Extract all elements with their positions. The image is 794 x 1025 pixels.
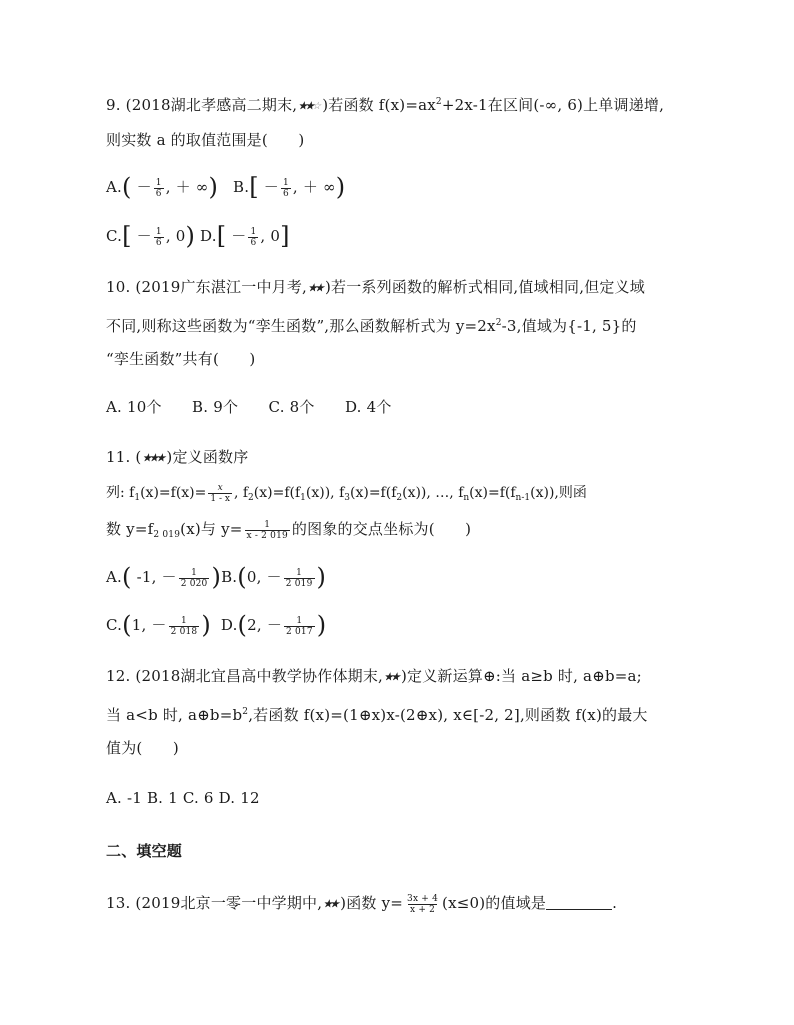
q11-line1: 11. (★★★ )定义函数序: [106, 446, 248, 470]
q9-line2: 则实数 a 的取值范围是( ): [106, 131, 305, 149]
difficulty-stars-icon: ★★: [308, 283, 322, 294]
q11-option-a: A.: [106, 568, 123, 586]
fraction: $\frac{1}{2 019}$: [285, 567, 313, 589]
fraction: $\frac{3x + 4}{x + 2}$: [407, 893, 439, 915]
difficulty-stars-icon: ★★☆: [298, 101, 320, 112]
q12-line3: 值为( ): [106, 739, 179, 757]
q9-option-d: D.: [200, 227, 217, 245]
q13-source: 13. (2019北京一零一中学期中,: [106, 894, 323, 912]
q11-line2: 列: $f_1(x)=f(x)=$ $\frac{x}{1 - x}$ , $f_2(x)=f(f_1(x))$, $f_3(x)=f(f_2(x))$, …, $f_n(x)=f(f_{n-1}(x))$,则函: [106, 482, 587, 504]
q11-option-b: B.: [221, 568, 238, 586]
q10-line1: 10. (2019广东湛江一中月考,★★ )若一系列函数的解析式相同,值域相同,但定义域: [106, 276, 645, 300]
q11-option-d: D.: [220, 616, 238, 634]
difficulty-stars-icon: ★★: [384, 672, 398, 683]
fraction: $\frac{1}{6}$: [250, 226, 257, 248]
q12-source: 12. (2018湖北宜昌高中教学协作体期末,: [106, 667, 384, 685]
q9-option-c: C.: [106, 227, 123, 245]
q13-line1: 13. (2019北京一零一中学期中,★★ )函数 y= $\frac{3x + 4}{x + 2}$ (x≤0)的值域是 .: [106, 893, 618, 915]
fraction: $\frac{1}{2 020}$: [180, 567, 208, 589]
q9-option-a: A.: [106, 178, 123, 196]
fraction: $\frac{1}{6}$: [155, 226, 162, 248]
q9-options-ab: A.( － $\frac{1}{6}$ , ＋ ∞) B.[ － $\frac{1}{6}$ , ＋ ∞): [106, 173, 346, 201]
q12-options: A. -1 B. 1 C. 6 D. 12: [106, 789, 260, 807]
q11-line3: 数 $y=f_{2 019}(x)$与 y= $\frac{1}{x - 2 019}$ 的图象的交点坐标为( ): [106, 519, 472, 541]
difficulty-stars-icon: ★★★: [142, 453, 164, 464]
fraction: $\frac{1}{2 017}$: [286, 615, 313, 637]
q9-source: 9. (2018湖北孝感高二期末,: [106, 96, 298, 114]
q11-option-c: C.: [106, 616, 123, 634]
q12-line1: 12. (2018湖北宜昌高中教学协作体期末,★★ )定义新运算⊕:当 a≥b 时, a⊕b=a;: [106, 665, 642, 689]
q11-options-ab: A.( -1, － $\frac{1}{2 020}$ )B.(0, － $\frac{1}{2 019}$ ): [106, 563, 327, 591]
fraction: $\frac{1}{2 018}$: [170, 615, 198, 637]
q11-options-cd: C.(1, － $\frac{1}{2 018}$ ) D.(2, － $\frac{1}{2 017}$ ): [106, 611, 327, 639]
section-title: 二、填空题: [106, 842, 183, 860]
q12-line2: 当 a<b 时, $a\oplus b=b^2$,若函数 f(x)=(1⊕x)x-(2⊕x), x∈[-2, 2],则函数 f(x)的最大: [106, 706, 648, 724]
q10-options: A. 10个 B. 9个 C. 8个 D. 4个: [106, 398, 392, 416]
fraction: $\frac{x}{1 - x}$: [210, 482, 230, 504]
q10-source: 10. (2019广东湛江一中月考,: [106, 278, 308, 296]
q10-line2: 不同,则称这些函数为“孪生函数”,那么函数解析式为 $y=2x^2-3$,值域为{-1, 5}的: [106, 317, 637, 335]
fraction: $\frac{1}{6}$: [155, 177, 162, 199]
difficulty-stars-icon: ★★: [323, 899, 338, 910]
q9-option-b: B.: [233, 178, 250, 196]
q10-line3: “孪生函数”共有( ): [106, 350, 256, 368]
q9-line1: 9. (2018湖北孝感高二期末,★★☆ )若函数 $f(x)=ax^2+2x-1$在区间(-∞, 6)上单调递增,: [106, 91, 664, 118]
fraction: $\frac{1}{x - 2 019}$: [246, 519, 288, 541]
fraction: $\frac{1}{6}$: [282, 177, 289, 199]
q9-options-cd: C.[ － $\frac{1}{6}$ , 0) D.[ － $\frac{1}{6}$ , 0]: [106, 222, 290, 250]
answer-blank[interactable]: [546, 895, 612, 910]
